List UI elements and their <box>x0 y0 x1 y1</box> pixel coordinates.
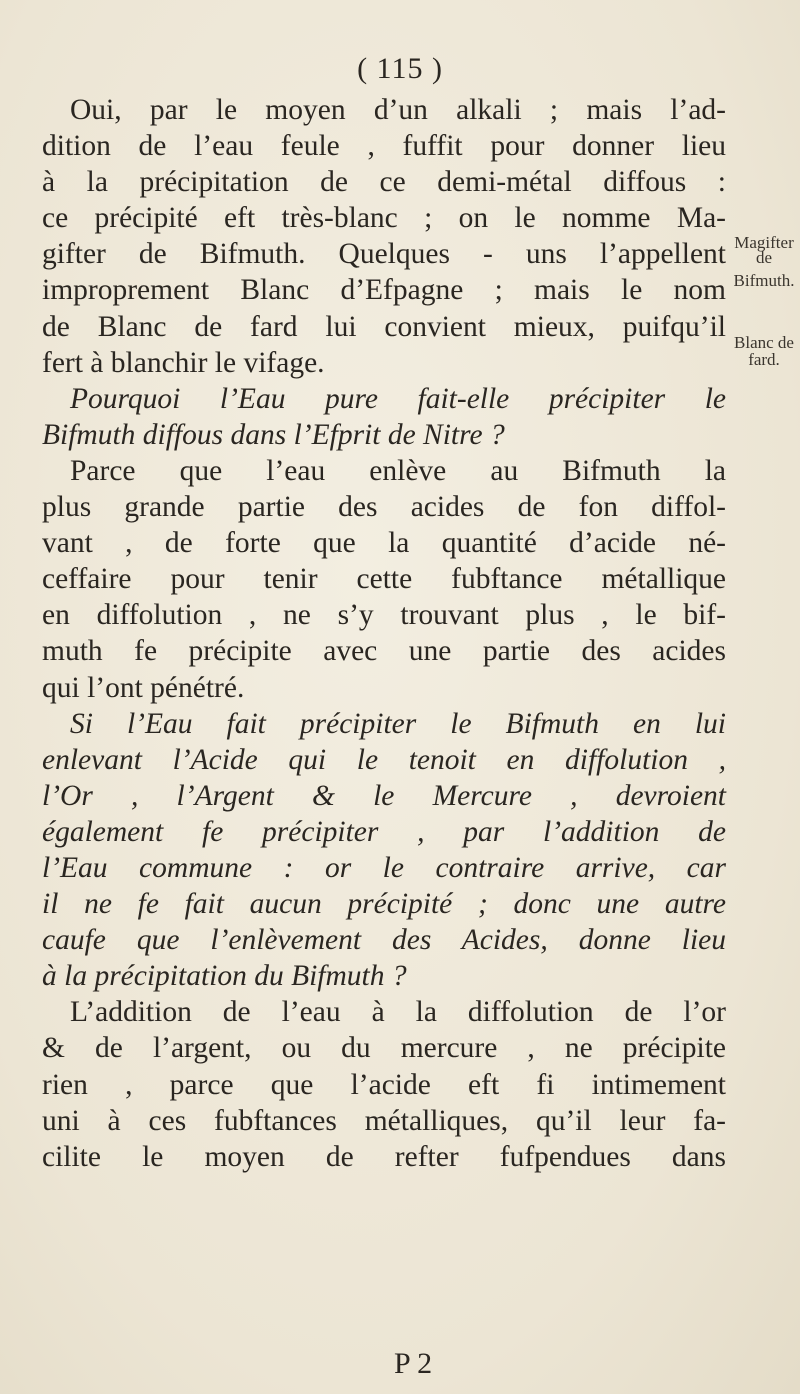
text-line: Bifmuth diffous dans l’Efprit de Nitre ? <box>42 418 505 451</box>
text-line: improprement Blanc d’Efpagne ; mais le nom <box>42 274 726 307</box>
text-line: L’addition de l’eau à la diffolution de l’or <box>70 996 726 1029</box>
text-line: vant , de forte que la quantité d’acide né- <box>42 527 726 560</box>
text-line: enlevant l’Acide qui le tenoit en diffolution , <box>42 743 726 776</box>
text-line: gifter de Bifmuth. Quelques - uns l’appellent <box>42 238 726 271</box>
text-line: à la précipitation du Bifmuth ? <box>42 960 407 993</box>
text-line: plus grande partie des acides de fon diffol- <box>42 491 726 524</box>
page-number: ( 115 ) <box>357 52 443 85</box>
margin-note-line: Bifmuth. <box>733 271 795 290</box>
text-line: il ne fe fait aucun précipité ; donc une autre <box>42 888 726 921</box>
text-line: uni à ces fubftances métalliques, qu’il leur fa- <box>42 1104 726 1137</box>
text-line: & de l’argent, ou du mercure , ne précipite <box>42 1032 726 1065</box>
text-line: ceffaire pour tenir cette fubftance métallique <box>42 563 726 596</box>
text-line: Oui, par le moyen d’un alkali ; mais l’ad- <box>70 94 726 126</box>
text-line: fert à blanchir le vifage. <box>42 346 325 379</box>
text-line: l’Or , l’Argent & le Mercure , devroient <box>42 779 726 812</box>
signature-mark: P 2 <box>394 1347 433 1380</box>
text-line: qui l’ont pénétré. <box>42 671 245 704</box>
text-line: Parce que l’eau enlève au Bifmuth la <box>70 454 726 487</box>
text-line: également fe précipiter , par l’addition de <box>42 815 726 848</box>
margin-note-line: fard. <box>748 350 780 369</box>
text-line: Pourquoi l’Eau pure fait-elle précipiter le <box>70 382 726 415</box>
text-line: rien , parce que l’acide eft fi intimement <box>42 1068 726 1101</box>
margin-note-line: Blanc de <box>734 333 794 352</box>
margin-note-blanc-de-fard <box>728 334 800 368</box>
text-line: Si l’Eau fait précipiter le Bifmuth en lui <box>70 707 726 740</box>
text-line: cilite le moyen de refter fufpendues dans <box>42 1140 726 1173</box>
margin-note-line: de <box>755 248 773 267</box>
text-line: dition de l’eau feule , fuffit pour donner lieu <box>42 130 726 163</box>
text-line: muth fe précipite avec une partie des acides <box>42 635 726 668</box>
text-line: de Blanc de fard lui convient mieux, puifqu’il <box>42 310 726 343</box>
body-text <box>42 92 726 1175</box>
text-line: caufe que l’enlèvement des Acides, donne lieu <box>42 924 726 957</box>
margin-note-line: Magifter <box>734 233 794 252</box>
text-line: l’Eau commune : or le contraire arrive, car <box>42 851 726 884</box>
text-line: à la précipitation de ce demi-métal diffous : <box>42 166 726 199</box>
text-line: ce précipité eft très-blanc ; on le nomme Ma- <box>42 202 726 235</box>
margin-note-magister <box>728 234 800 289</box>
text-line: en diffolution , ne s’y trouvant plus , le bif- <box>42 599 726 632</box>
